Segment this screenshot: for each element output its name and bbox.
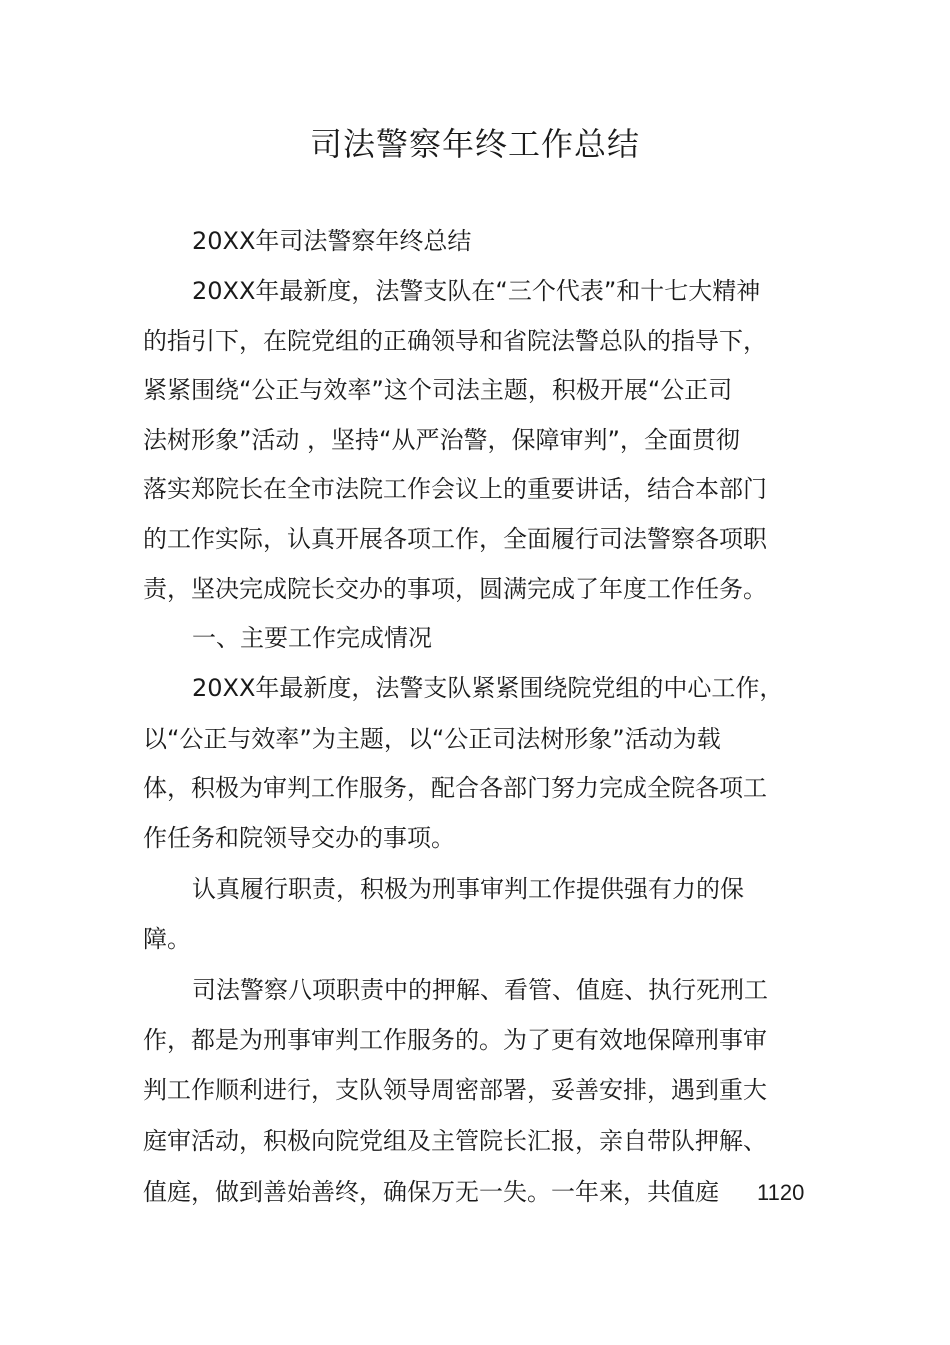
paragraph-line: 法树形象”活动 ，坚持“从严治警，保障审判”，全面贯彻 [143,426,740,454]
paragraph-line: 的指引下，在院党组的正确领导和省院法警总队的指导下， [143,327,767,355]
paragraph-line: 判工作顺利进行，支队领导周密部署，妥善安排，遇到重大 [143,1076,767,1104]
subtitle-line: 20XX年司法警察年终总结 [192,227,472,255]
paragraph-line: 责，坚决完成院长交办的事项，圆满完成了年度工作任务。 [143,575,767,603]
paragraph-line: 的工作实际，认真开展各项工作，全面履行司法警察各项职 [143,525,767,553]
paragraph-line: 紧紧围绕“公正与效率”这个司法主题，积极开展“公正司 [143,376,733,404]
paragraph-line: 作，都是为刑事审判工作服务的。为了更有效地保障刑事审 [143,1026,767,1054]
document-title: 司法警察年终工作总结 [309,125,640,163]
paragraph-line: 值庭，做到善始善终，确保万无一失。一年来，共值庭 [143,1178,719,1206]
paragraph-line: 以“公正与效率”为主题，以“公正司法树形象”活动为载 [143,725,721,753]
paragraph-line: 体，积极为审判工作服务，配合各部门努力完成全院各项工 [143,774,767,802]
page-number: 1120 [757,1180,805,1205]
section-heading: 一、主要工作完成情况 [192,624,432,652]
paragraph-line: 作任务和院领导交办的事项。 [143,824,455,852]
paragraph-line: 落实郑院长在全市法院工作会议上的重要讲话，结合本部门 [143,475,767,503]
paragraph-line: 障。 [143,925,191,953]
paragraph-line: 20XX年最新度，法警支队紧紧围绕院党组的中心工作， [192,674,784,702]
paragraph-line: 庭审活动，积极向院党组及主管院长汇报，亲自带队押解、 [143,1127,767,1155]
paragraph-line: 20XX年最新度，法警支队在“三个代表”和十七大精神 [192,277,761,305]
paragraph-line: 司法警察八项职责中的押解、看管、值庭、执行死刑工 [192,976,768,1004]
paragraph-line: 认真履行职责，积极为刑事审判工作提供强有力的保 [192,875,744,903]
